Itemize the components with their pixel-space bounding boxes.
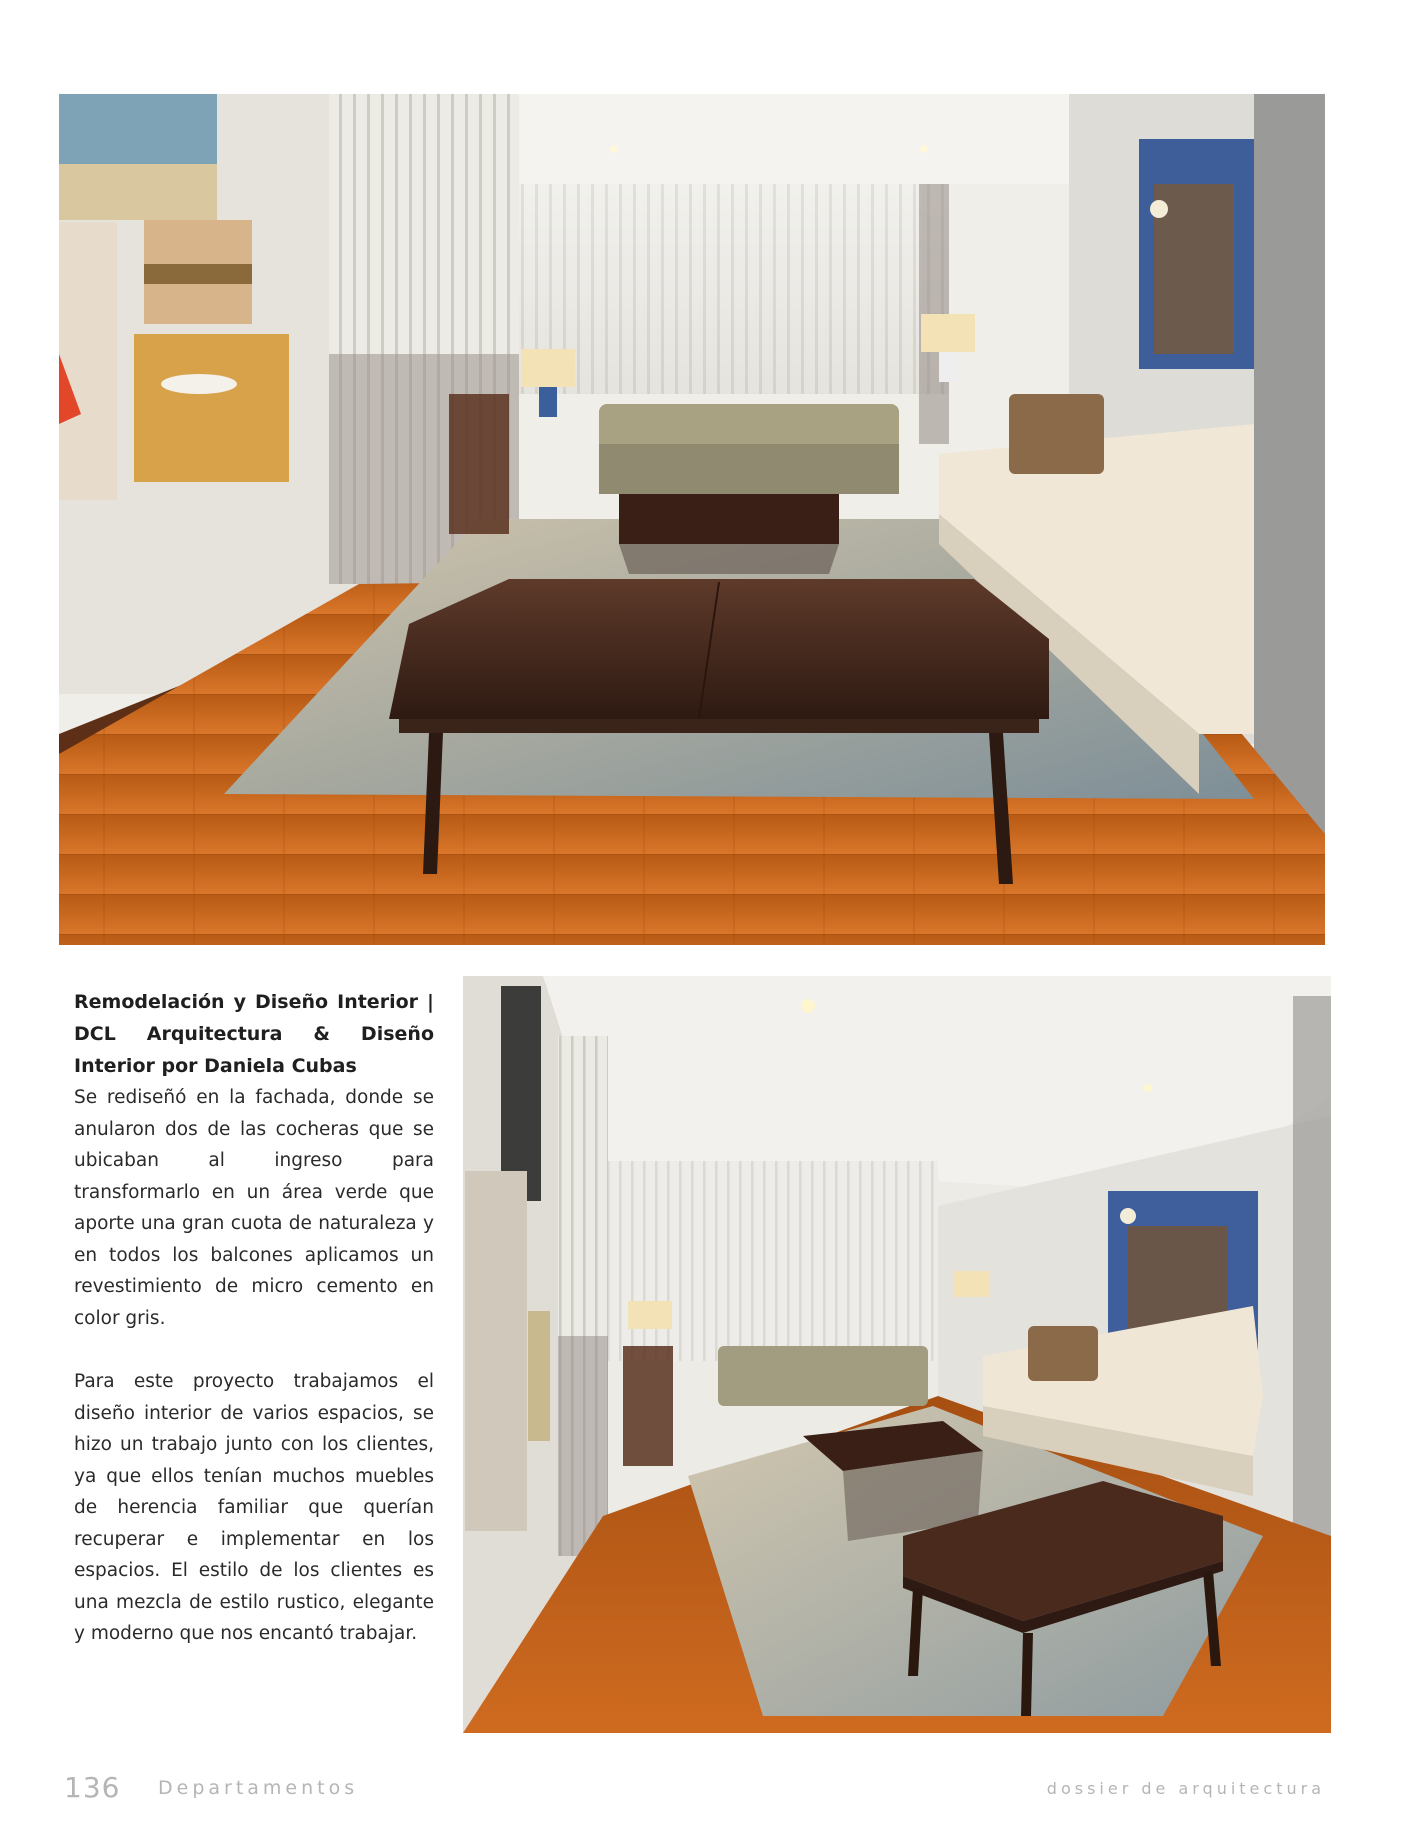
living-room-photo-angled — [463, 976, 1331, 1733]
section-label: Departamentos — [158, 1777, 359, 1799]
article-title: Remodelación y Diseño Interior | DCL Arquitectura & Diseño Interior por Daniela Cubas — [74, 991, 434, 1077]
article — [74, 986, 434, 1650]
publication-name: dossier de arquitectura — [1046, 1779, 1325, 1798]
living-room-angled-illustration — [463, 976, 1331, 1733]
article-paragraph-2: Para este proyecto trabajamos el diseño interior de varios espacios, se hizo un trabajo junto con los clientes, ya que ellos tenían muchos muebles de herencia familiar que querían recuperar e implementar en los espacios. El estilo de los clientes es una mezcla de estilo rustico, elegante y moderno que nos encantó trabajar. — [74, 1371, 434, 1644]
article-paragraph-1: Se rediseñó en la fachada, donde se anularon dos de las cocheras que se ubicaban al ingreso para transformarlo en un área verde que aporte una gran cuota de naturaleza y en todos los balcones aplicamos un revestimiento de micro cemento en color gris. — [74, 1087, 434, 1329]
living-room-photo-front — [59, 94, 1325, 945]
page-number: 136 — [64, 1771, 121, 1804]
living-room-front-illustration — [59, 94, 1325, 945]
